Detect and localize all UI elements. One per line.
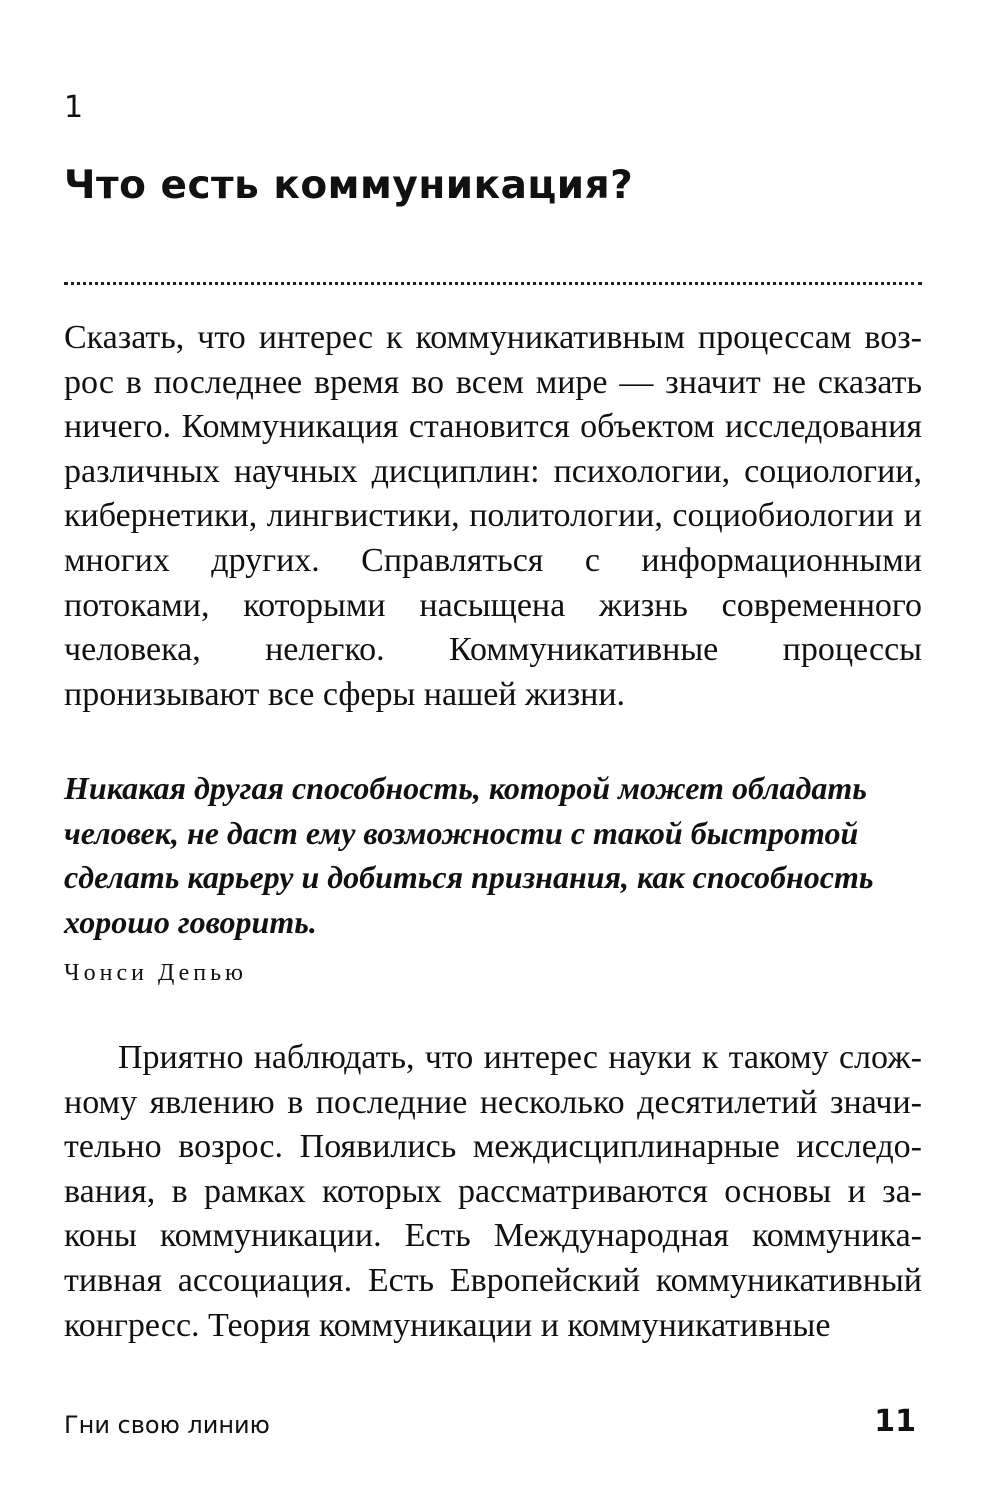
body-paragraph-1: Сказать, что интерес к коммуникативным процессам возрос в последнее время во всем мире — значит не сказать ничего. Коммуникация становится объектом исследования различных научных дисциплин: психологии, социологии, кибернетики, лингвистики, политологии, социобиологии и многих других. Справляться с информационными потоками, которыми насыщена жизнь современного человека, нелегко. Коммуникативные процессы пронизывают все сферы нашей жизни. (64, 319, 922, 713)
chapter-title: Что есть коммуникация? (64, 163, 634, 208)
footer-book-title: Гни свою линию (64, 1411, 270, 1439)
epigraph-author: Чонси Депью (64, 960, 247, 986)
dotted-divider (64, 282, 922, 285)
epigraph-quote: Никакая другая способность, которой может обладать человек, не даст ему возможности с такой быстротой сделать карьеру и добиться признания, как способность хорошо говорить. (64, 770, 874, 940)
body-paragraph-2: Приятно наблюдать, что интерес науки к такому сложному явлению в последние несколько десятилетий значительно возрос. Появились междисциплинарные исследования, в рамках которых рассматриваются основы и законы коммуникации. Есть Международная коммуникативная ассоциация. Есть Европейский коммуникативный конгресс. Теория коммуникации и коммуникативные (64, 1039, 922, 1344)
chapter-number: 1 (64, 90, 84, 125)
footer-page-number: 11 (874, 1404, 916, 1439)
